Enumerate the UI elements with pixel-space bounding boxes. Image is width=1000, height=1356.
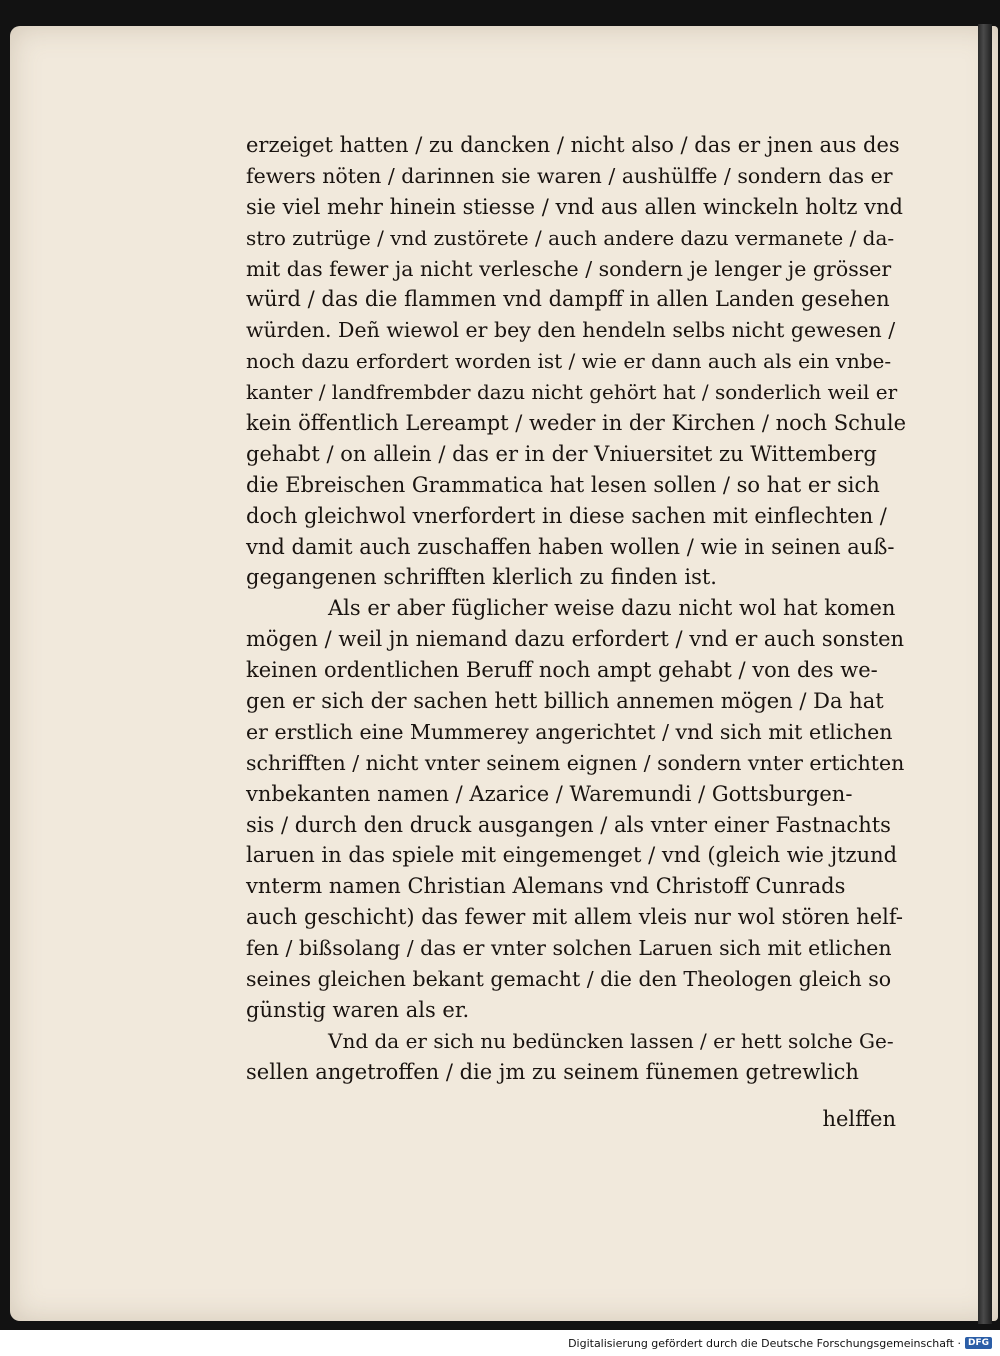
text-line: kanter / landfrembder dazu nicht gehört hat / sonderlich weil er (246, 380, 898, 405)
text-line: mit das fewer ja nicht verlesche / sondern je lenger je grösser (246, 256, 892, 281)
text-line: gegangenen schrifften klerlich zu finden ist. (246, 565, 717, 590)
footer-bar (0, 1330, 1000, 1356)
catchword: helffen (822, 1107, 896, 1131)
text-line: sellen angetroffen / die jm zu seinem fünemen getrewlich (246, 1059, 859, 1084)
text-line: würd / das die flammen vnd dampff in allen Landen gesehen (246, 287, 890, 312)
text-line: noch dazu erfordert worden ist / wie er dann auch als ein vnbe- (246, 349, 892, 374)
text-line: sie viel mehr hinein stiesse / vnd aus allen winckeln holtz vnd (246, 194, 903, 219)
text-line: vnd damit auch zuschaffen haben wollen / wie in seinen auß- (246, 534, 895, 559)
footer-credit: Digitalisierung gefördert durch die Deutsche Forschungsgemeinschaft · (568, 1336, 961, 1350)
text-line: keinen ordentlichen Beruff noch ampt gehabt / von des we- (246, 658, 878, 683)
paragraph-start-line: Als er aber füglicher weise dazu nicht wol hat komen (328, 596, 896, 621)
text-line: erzeiget hatten / zu dancken / nicht also / das er jnen aus des (246, 133, 900, 157)
text-line: gehabt / on allein / das er in der Vniuersitet zu Wittemberg (246, 441, 877, 466)
text-line: die Ebreischen Grammatica hat lesen sollen / so hat er sich (246, 472, 880, 497)
text-line: laruen in das spiele mit eingemenget / vnd (gleich wie jtzund (246, 843, 898, 868)
text-line: stro zutrüge / vnd zustörete / auch andere dazu vermanete / da- (246, 225, 895, 250)
text-line: mögen / weil jn niemand dazu erfordert / vnd er auch sonsten (246, 627, 905, 652)
text-block (246, 130, 906, 1088)
text-line: kein öffentlich Lereampt / weder in der Kirchen / noch Schule (246, 411, 907, 436)
text-line: seines gleichen bekant gemacht / die den Theologen gleich so (246, 967, 892, 992)
text-line: gen er sich der sachen hett billich annemen mögen / Da hat (246, 689, 884, 714)
text-line: sis / durch den druck ausgangen / als vnter einer Fastnachts (246, 812, 891, 837)
text-line: schrifften / nicht vnter seinem eignen / sondern vnter ertichten (246, 750, 905, 775)
text-line: günstig waren als er. (246, 997, 470, 1022)
paragraph-start-line: Vnd da er sich nu bedüncken lassen / er hett solche Ge- (328, 1028, 894, 1053)
text-line: vnterm namen Christian Alemans vnd Christoff Cunrads (246, 874, 846, 899)
book-edge (978, 24, 992, 1324)
text-line: er erstlich eine Mummerey angerichtet / vnd sich mit etlichen (246, 719, 893, 744)
text-line: doch gleichwol vnerfordert in diese sachen mit einflechten / (246, 503, 887, 528)
text-line: würden. Deñ wiewol er bey den hendeln selbs nicht gewesen / (246, 318, 896, 343)
text-line: fewers nöten / darinnen sie waren / aushülffe / sondern das er (246, 163, 893, 188)
text-line: vnbekanten namen / Azarice / Waremundi / Gottsburgen- (246, 781, 853, 806)
text-line: auch geschicht) das fewer mit allem vleis nur wol stören helf- (246, 905, 903, 930)
dfg-logo-icon: DFG (965, 1337, 992, 1349)
text-line: fen / bißsolang / das er vnter solchen Laruen sich mit etlichen (246, 936, 892, 961)
